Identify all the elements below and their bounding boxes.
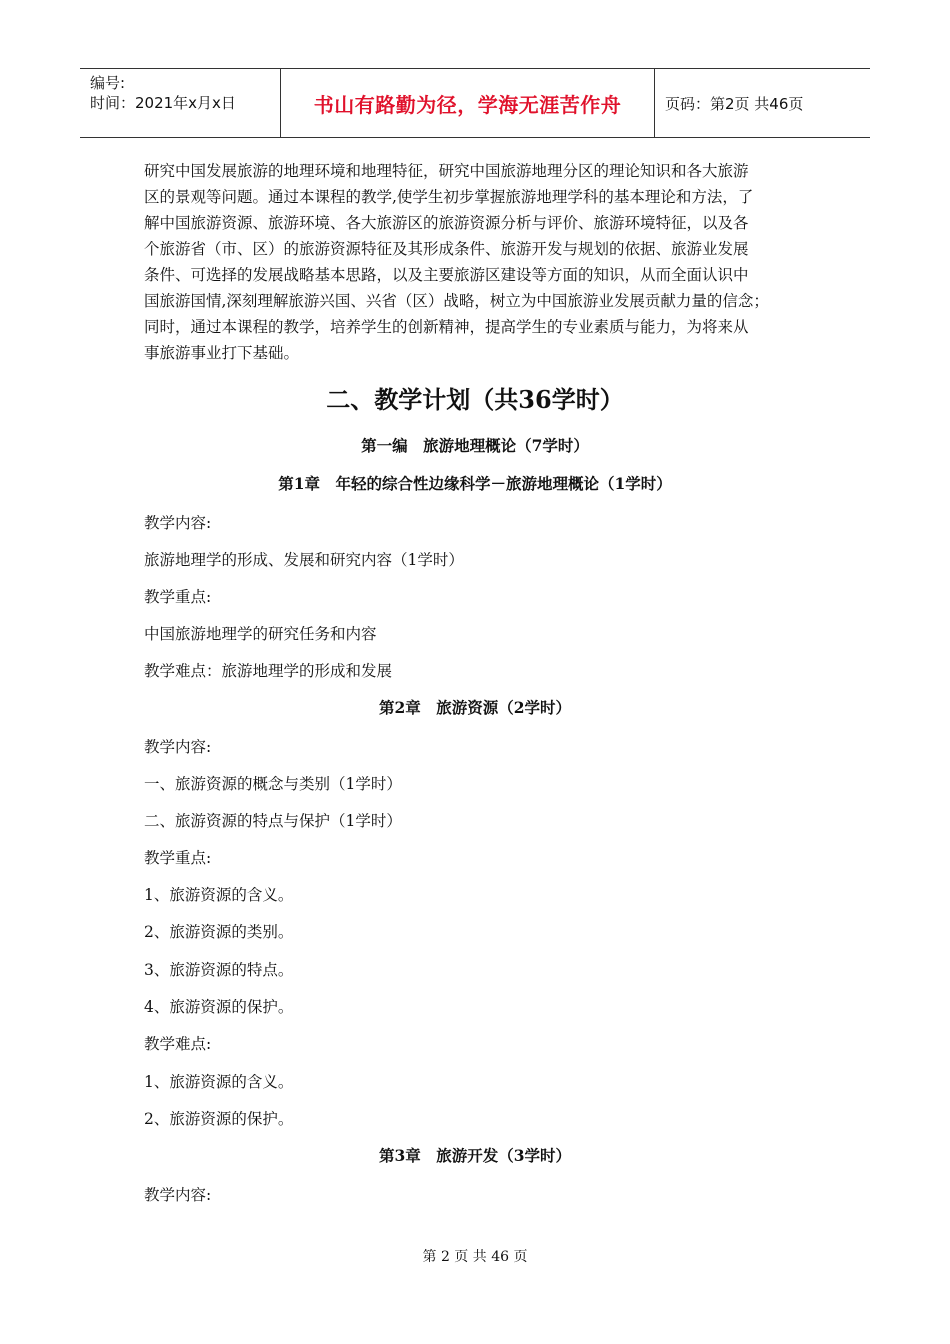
page-header [80, 68, 870, 138]
ch2-key-item: 1、旅游资源的含义。 [144, 886, 294, 904]
section-title: 二、教学计划（共36学时） [326, 385, 624, 414]
chapter-2-title: 第2章 旅游资源（2学时） [378, 698, 572, 717]
header-motto: 书山有路勤为径，学海无涯苦作舟 [280, 69, 655, 137]
intro-paragraph [144, 158, 812, 366]
ch2-key-item: 4、旅游资源的保护。 [144, 998, 294, 1016]
intro-line: 事旅游事业打下基础。 [144, 344, 300, 362]
document-date: 时间：2021年x月x日 [90, 94, 236, 112]
ch1-content-label: 教学内容: [144, 514, 212, 532]
ch2-content-label: 教学内容: [144, 738, 212, 756]
page-footer: 第 2 页 共 46 页 [422, 1249, 528, 1265]
intro-line: 解中国旅游资源、旅游环境、各大旅游区的旅游资源分析与评价、旅游环境特征，以及各 [144, 214, 749, 232]
ch2-content-item: 二、旅游资源的特点与保护（1学时） [144, 812, 402, 830]
intro-line: 国旅游国情,深刻理解旅游兴国、兴省（区）战略，树立为中国旅游业发展贡献力量的信念； [144, 292, 769, 310]
ch1-key: 中国旅游地理学的研究任务和内容 [144, 625, 377, 643]
part-title: 第一编 旅游地理概论（7学时） [361, 436, 589, 455]
intro-line: 研究中国发展旅游的地理环境和地理特征，研究中国旅游地理分区的理论知识和各大旅游 [144, 162, 749, 180]
ch2-key-label: 教学重点: [144, 849, 212, 867]
header-page-number: 页码：第2页 共46页 [665, 94, 804, 113]
ch2-key-item: 3、旅游资源的特点。 [144, 961, 294, 979]
chapter-3-title: 第3章 旅游开发（3学时） [378, 1146, 572, 1165]
ch2-difficulty-item: 1、旅游资源的含义。 [144, 1073, 294, 1091]
intro-line: 同时，通过本课程的教学，培养学生的创新精神，提高学生的专业素质与能力，为将来从 [144, 318, 749, 336]
ch3-content-label: 教学内容: [144, 1186, 212, 1204]
ch2-difficulty-item: 2、旅游资源的保护。 [144, 1110, 294, 1128]
chapter-1-title: 第1章 年轻的综合性边缘科学－旅游地理概论（1学时） [278, 474, 672, 493]
ch1-content: 旅游地理学的形成、发展和研究内容（1学时） [144, 551, 464, 569]
intro-line: 区的景观等问题。通过本课程的教学,使学生初步掌握旅游地理学科的基本理论和方法，了 [144, 188, 754, 206]
intro-line: 个旅游省（市、区）的旅游资源特征及其形成条件、旅游开发与规划的依据、旅游业发展 [144, 240, 749, 258]
ch2-key-item: 2、旅游资源的类别。 [144, 923, 294, 941]
ch1-key-label: 教学重点: [144, 588, 212, 606]
ch2-difficulty-label: 教学难点: [144, 1035, 212, 1053]
document-number-label: 编号: [90, 74, 126, 92]
intro-line: 条件、可选择的发展战略基本思路，以及主要旅游区建设等方面的知识，从而全面认识中 [144, 266, 749, 284]
header-meta [80, 69, 280, 137]
ch2-content-item: 一、旅游资源的概念与类别（1学时） [144, 775, 402, 793]
ch1-difficulty: 教学难点：旅游地理学的形成和发展 [144, 662, 393, 680]
